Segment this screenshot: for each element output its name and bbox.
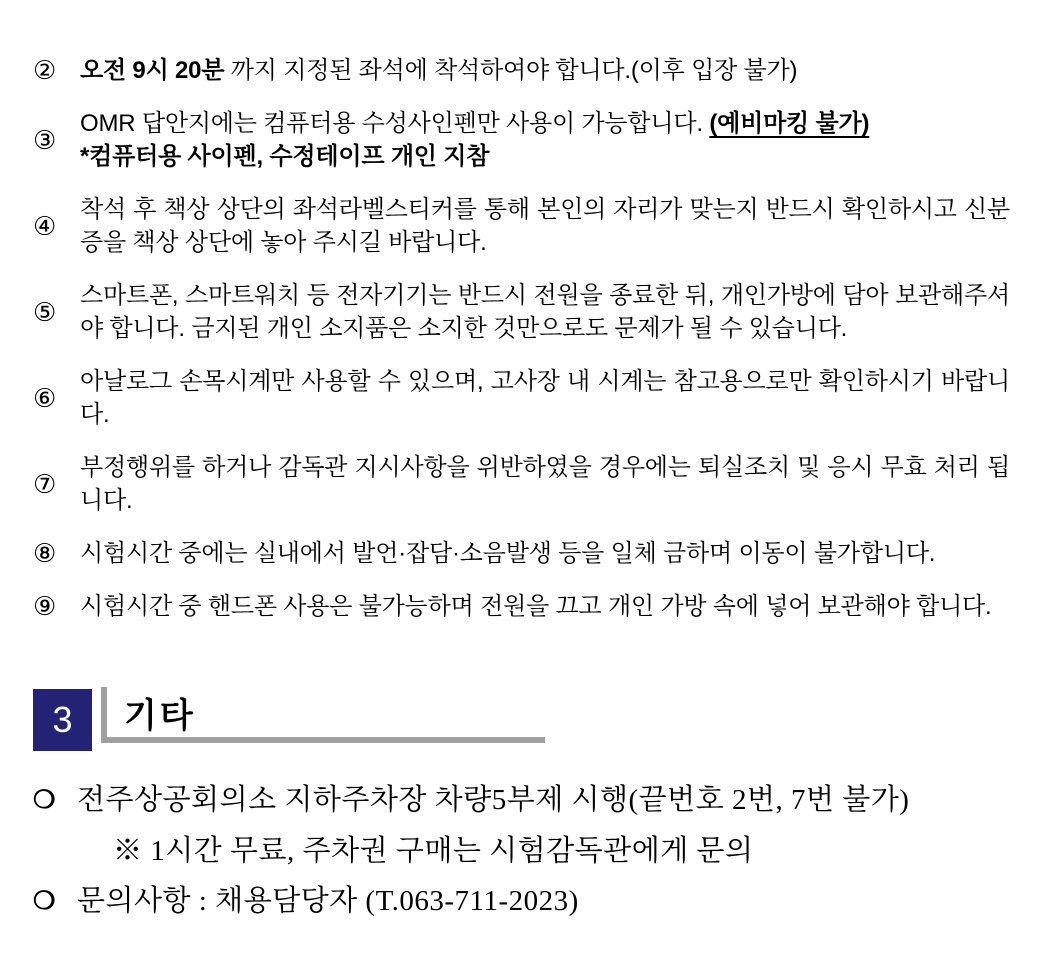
notice-item-9-text: 시험시간 중 핸드폰 사용은 불가능하며 전원을 끄고 개인 가방 속에 넣어 보관해야 합니다. — [80, 593, 992, 620]
note-parking-text: 전주상공회의소 지하주차장 차량5부제 시행(끝번호 2번, 7번 불가) — [77, 784, 910, 816]
notice-item-2 — [33, 54, 1010, 87]
circled-number-5: ⑤ — [33, 296, 57, 327]
circle-bullet-icon: ❍ — [33, 787, 56, 814]
circle-bullet-icon: ❍ — [33, 888, 56, 915]
section-title: 기타 — [124, 696, 196, 735]
notice-item-3-line2: *컴퓨터용 사이펜, 수정테이프 개인 지참 — [80, 143, 490, 170]
notice-item-3-line1-text: OMR 답안지에는 컴퓨터용 수성사인펜만 사용이 가능합니다. — [80, 110, 710, 137]
note-parking-detail — [33, 833, 1010, 870]
circled-number-8: ⑧ — [33, 538, 57, 568]
notice-item-8 — [33, 537, 1010, 570]
note-contact — [33, 883, 1010, 921]
notice-item-2-bold-lead: 오전 9시 20분 — [80, 57, 225, 84]
circled-number-3: ③ — [33, 124, 57, 155]
section-heading-etc — [33, 687, 1010, 755]
notice-item-3-line1-highlight: (예비마킹 불가) — [709, 110, 870, 137]
notice-item-3-line1 — [80, 107, 1010, 140]
notice-item-5 — [33, 279, 1010, 345]
notice-list — [33, 54, 1010, 623]
circled-number-6: ⑥ — [33, 382, 57, 413]
section-title-rule — [101, 687, 545, 743]
notice-item-2-text — [80, 54, 1010, 87]
notice-item-7 — [33, 451, 1010, 517]
notice-item-5-text: 스마트폰, 스마트워치 등 전자기기는 반드시 전원을 종료한 뒤, 개인가방에 담아 보관해주셔야 합니다. 금지된 개인 소지품은 소지한 것만으로도 문제가 될 수 있습니다. — [80, 282, 1010, 342]
notice-item-7-text: 부정행위를 하거나 감독관 지시사항을 위반하였을 경우에는 퇴실조치 및 응시 무효 처리 됩니다. — [80, 454, 1010, 514]
circled-number-4: ④ — [33, 210, 57, 241]
note-parking — [33, 782, 1010, 820]
notice-item-6-text: 아날로그 손목시계만 사용할 수 있으며, 고사장 내 시계는 참고용으로만 확인하시기 바랍니다. — [80, 368, 1010, 428]
circled-number-7: ⑦ — [33, 468, 57, 499]
note-parking-detail-text: ※ 1시간 무료, 주차권 구매는 시험감독관에게 문의 — [113, 835, 754, 867]
section-number-box: 3 — [33, 689, 92, 751]
circled-number-2: ② — [33, 55, 57, 85]
notice-item-9 — [33, 590, 1010, 623]
circled-number-9: ⑨ — [33, 591, 57, 621]
footer-notes — [33, 782, 1010, 921]
notice-item-2-body: 까지 지정된 좌석에 착석하여야 합니다.(이후 입장 불가) — [224, 57, 798, 84]
notice-item-3 — [33, 107, 1010, 173]
notice-item-8-text: 시험시간 중에는 실내에서 발언·잡담·소음발생 등을 일체 금하며 이동이 불가합니다. — [80, 540, 936, 567]
notice-item-4-text: 착석 후 책상 상단의 좌석라벨스티커를 통해 본인의 자리가 맞는지 반드시 확인하시고 신분증을 책상 상단에 놓아 주시길 바랍니다. — [80, 196, 1010, 256]
notice-item-4 — [33, 193, 1010, 259]
notice-item-6 — [33, 365, 1010, 431]
note-contact-text: 문의사항 : 채용담당자 (T.063-711-2023) — [77, 885, 579, 917]
notice-item-3-text — [80, 107, 1010, 173]
